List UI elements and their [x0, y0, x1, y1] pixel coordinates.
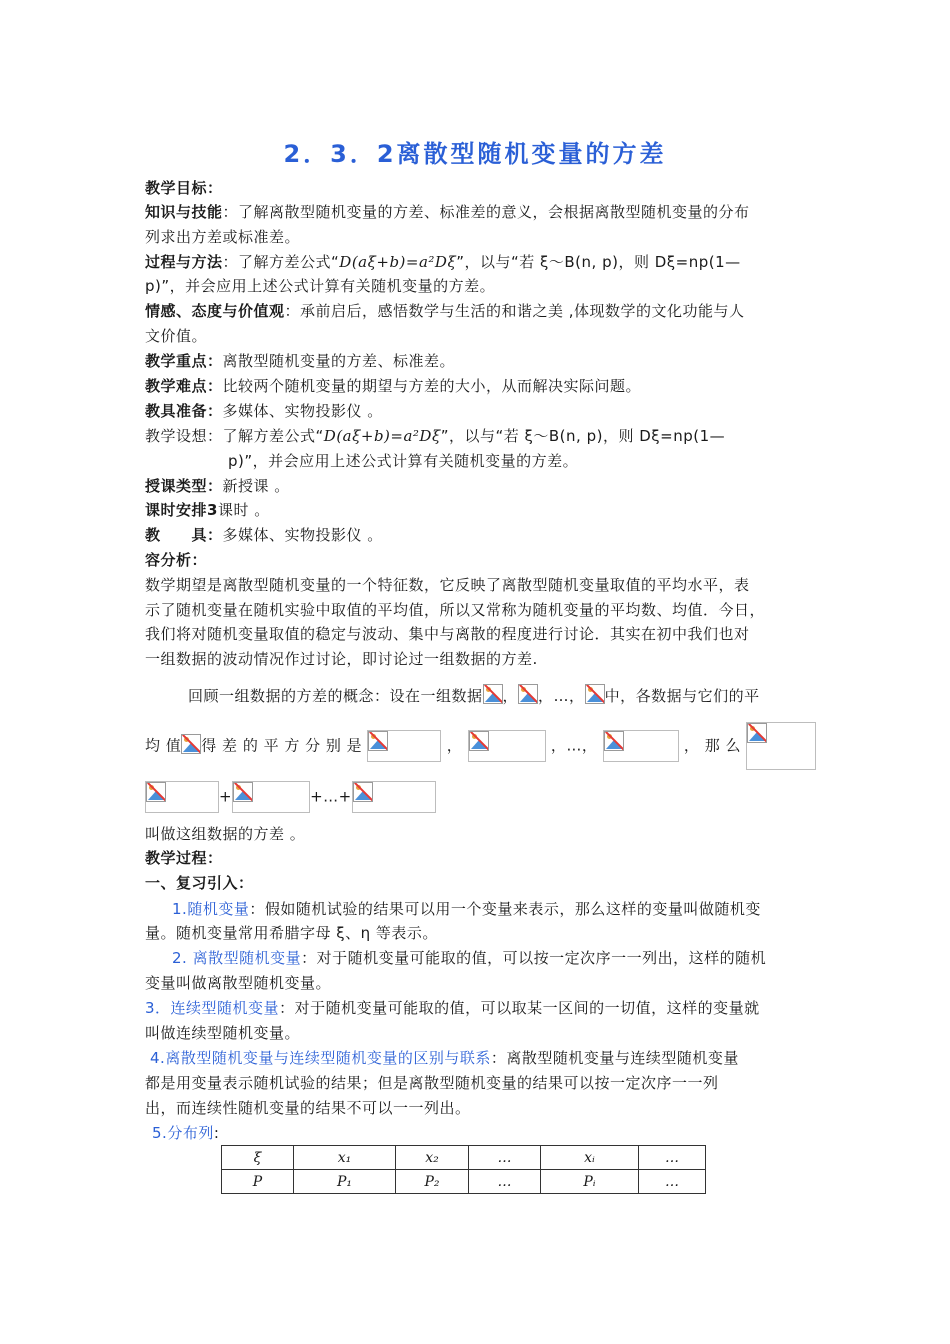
- key-point-label: 教学重点：: [145, 352, 223, 370]
- review-ellipsis: …: [553, 687, 570, 705]
- table-cell: …: [469, 1146, 541, 1170]
- squared-difference-image: [603, 730, 679, 762]
- table-cell: P: [222, 1170, 294, 1194]
- item-2-line-2: 变量叫做离散型随机变量。: [145, 974, 332, 992]
- process-formula: D(aξ+b)=a²Dξ: [339, 253, 457, 271]
- analysis-line: 我们将对随机变量取值的稳定与波动、集中与离散的程度进行讨论．其实在初中我们也对: [145, 625, 750, 643]
- lesson-type-text: 新授课 。: [222, 477, 290, 495]
- item-4-line-1: [150, 1046, 820, 1071]
- broken-image-icon: [585, 684, 605, 704]
- review-comma: ，: [683, 736, 700, 755]
- review-line-2: [145, 722, 815, 772]
- tools-text: 多媒体、实物投影仪 。: [222, 402, 383, 420]
- table-cell: P₁: [294, 1170, 396, 1194]
- table-row: [222, 1146, 706, 1170]
- review-line-1: [188, 684, 828, 709]
- review-comma: ，: [502, 687, 519, 705]
- broken-image-icon: [604, 731, 624, 751]
- broken-image-icon: [146, 782, 166, 802]
- page-title: 2．3．2离散型随机变量的方差: [283, 140, 667, 168]
- process-heading: 教学过程：: [145, 849, 223, 867]
- emotion-label: 情感、态度与价值观: [145, 302, 285, 320]
- item-1-line-1: [172, 897, 822, 922]
- variance-term-image: [232, 781, 310, 813]
- review-plus: +: [219, 787, 233, 806]
- item-text: ：对于随机变量可能取的值，可以取某一区间的一切值，这样的变量就: [279, 999, 760, 1017]
- process-text-b: ”，以与“若 ξ～B(n, p)，则 Dξ=np(1—: [456, 253, 741, 271]
- concept-text-a: 了解方差公式“: [222, 427, 324, 445]
- table-cell: ξ: [222, 1146, 294, 1170]
- knowledge-text: ：了解离散型随机变量的方差、标准差的意义，会根据离散型随机变量的分布: [222, 203, 750, 221]
- lesson-type-line: [145, 474, 815, 499]
- knowledge-line-1: [145, 200, 815, 225]
- table-cell: xᵢ: [541, 1146, 639, 1170]
- difficulty-text: 比较两个随机变量的期望与方差的大小，从而解决实际问题。: [222, 377, 642, 395]
- table-cell: …: [469, 1170, 541, 1194]
- concept-label: 教学设想：: [145, 427, 223, 445]
- difficulty-label: 教学难点：: [145, 377, 223, 395]
- item-number: 2.: [172, 949, 188, 967]
- broken-image-icon: [483, 684, 503, 704]
- variance-term-image: [352, 781, 436, 813]
- review-comma: ，: [581, 736, 598, 755]
- tools-label: 教具准备：: [145, 402, 223, 420]
- schedule-label: 课时安排3: [145, 501, 218, 519]
- table-cell: …: [639, 1170, 706, 1194]
- table-cell: Pᵢ: [541, 1170, 639, 1194]
- key-point-text: 离散型随机变量的方差、标准差。: [222, 352, 456, 370]
- review-line2-mid: 得 差 的 平 方 分 别 是: [201, 736, 363, 755]
- review-comma: ，: [550, 736, 567, 755]
- item-2-line-1: [172, 946, 822, 971]
- item-text: ：假如随机试验的结果可以用一个变量来表示，那么这样的变量叫做随机变: [249, 900, 761, 918]
- review-comma: ，: [538, 687, 554, 705]
- equipment-line: [145, 523, 815, 548]
- concept-line-1: [145, 424, 815, 449]
- distribution-table: [221, 1145, 706, 1194]
- item-5-line: [152, 1121, 822, 1146]
- item-number: 4.: [150, 1049, 166, 1067]
- review-intro: 回顾一组数据的方差的概念：设在一组数据: [188, 687, 483, 705]
- concept-text-b: ”，以与“若 ξ～B(n, p)，则 Dξ=np(1—: [440, 427, 726, 445]
- item-label: 分布列: [167, 1124, 214, 1142]
- item-label: 随机变量: [187, 900, 250, 918]
- emotion-text: ：承前启后，感悟数学与生活的和谐之美 ,体现数学的文化功能与人: [284, 302, 745, 320]
- process-line-2: p)”，并会应用上述公式计算有关随机变量的方差。: [145, 277, 496, 295]
- difficulty-line: [145, 374, 815, 399]
- review-then: 那 么: [704, 736, 741, 755]
- section-review-heading: 一、复习引入：: [145, 874, 254, 892]
- tools-line: [145, 399, 815, 424]
- concept-formula: D(aξ+b)=a²Dξ: [323, 427, 441, 445]
- squared-difference-image: [367, 730, 441, 762]
- item-number: 3．: [145, 999, 171, 1017]
- squared-difference-image: [468, 730, 546, 762]
- table-cell: x₁: [294, 1146, 396, 1170]
- content-analysis-label: 容分析：: [145, 551, 208, 569]
- item-3-line-1: [145, 996, 815, 1021]
- variance-symbol-image: [746, 722, 816, 770]
- variance-term-image: [145, 781, 219, 813]
- broken-image-icon: [518, 684, 538, 704]
- broken-image-icon: [747, 723, 767, 743]
- schedule-text: 课时 。: [217, 501, 270, 519]
- emotion-line-2: 文价值。: [145, 327, 208, 345]
- broken-image-icon: [469, 731, 489, 751]
- knowledge-line-2: 列求出方差或标准差。: [145, 228, 301, 246]
- item-4-line-2: 都是用变量表示随机试验的结果；但是离散型随机变量的结果可以按一定次序一一列: [145, 1074, 719, 1092]
- review-comma: ，: [569, 687, 585, 705]
- table-cell: …: [639, 1146, 706, 1170]
- item-number: 5.: [152, 1124, 168, 1142]
- table-cell: P₂: [396, 1170, 469, 1194]
- table-row: [222, 1170, 706, 1194]
- broken-image-icon: [368, 731, 388, 751]
- analysis-line: 示了随机变量在随机实验中取值的平均值，所以又常称为随机变量的平均数、均值．今日，: [145, 601, 766, 619]
- schedule-line: [145, 498, 815, 523]
- item-text: ：离散型随机变量与连续型随机变量: [490, 1049, 739, 1067]
- key-point-line: [145, 349, 815, 374]
- objectives-heading: 教学目标：: [145, 179, 223, 197]
- review-line2-start: 均 值: [145, 736, 182, 755]
- analysis-line: 一组数据的波动情况作过讨论，即讨论过一组数据的方差.: [145, 650, 538, 668]
- item-3-line-2: 叫做连续型随机变量。: [145, 1024, 301, 1042]
- broken-image-icon: [233, 782, 253, 802]
- item-number: 1.: [172, 900, 188, 918]
- review-ellipsis: …: [566, 736, 582, 755]
- process-label: 过程与方法: [145, 253, 223, 271]
- item-4-line-3: 出，而连续性随机变量的结果不可以一一列出。: [145, 1099, 471, 1117]
- item-1-line-2: 量。随机变量常用希腊字母 ξ、η 等表示。: [145, 924, 438, 942]
- item-label: 离散型随机变量与连续型随机变量的区别与联系: [165, 1049, 491, 1067]
- broken-image-icon: [181, 734, 201, 754]
- emotion-line-1: [145, 299, 815, 324]
- review-plus-ellipsis: +…+: [310, 787, 352, 806]
- table-cell: x₂: [396, 1146, 469, 1170]
- review-comma: ，: [446, 736, 463, 755]
- item-text: :: [213, 1124, 220, 1142]
- review-middle: 中，各数据与它们的平: [604, 687, 760, 705]
- process-line-1: [145, 250, 815, 275]
- process-text-a: ：了解方差公式“: [222, 253, 340, 271]
- concept-line-2: p)”，并会应用上述公式计算有关随机变量的方差。: [228, 452, 579, 470]
- item-label: 离散型随机变量: [192, 949, 302, 967]
- review-line-3: [145, 781, 815, 813]
- equipment-text: 多媒体、实物投影仪 。: [222, 526, 383, 544]
- item-text: ：对于随机变量可能取的值，可以按一定次序一一列出，这样的随机: [301, 949, 767, 967]
- knowledge-label: 知识与技能: [145, 203, 223, 221]
- item-label: 连续型随机变量: [170, 999, 280, 1017]
- lesson-type-label: 授课类型：: [145, 477, 223, 495]
- broken-image-icon: [353, 782, 373, 802]
- equipment-label: 教 具：: [145, 526, 223, 544]
- review-conclusion: 叫做这组数据的方差 。: [145, 825, 306, 843]
- analysis-line: 数学期望是离散型随机变量的一个特征数，它反映了离散型随机变量取值的平均水平，表: [145, 576, 750, 594]
